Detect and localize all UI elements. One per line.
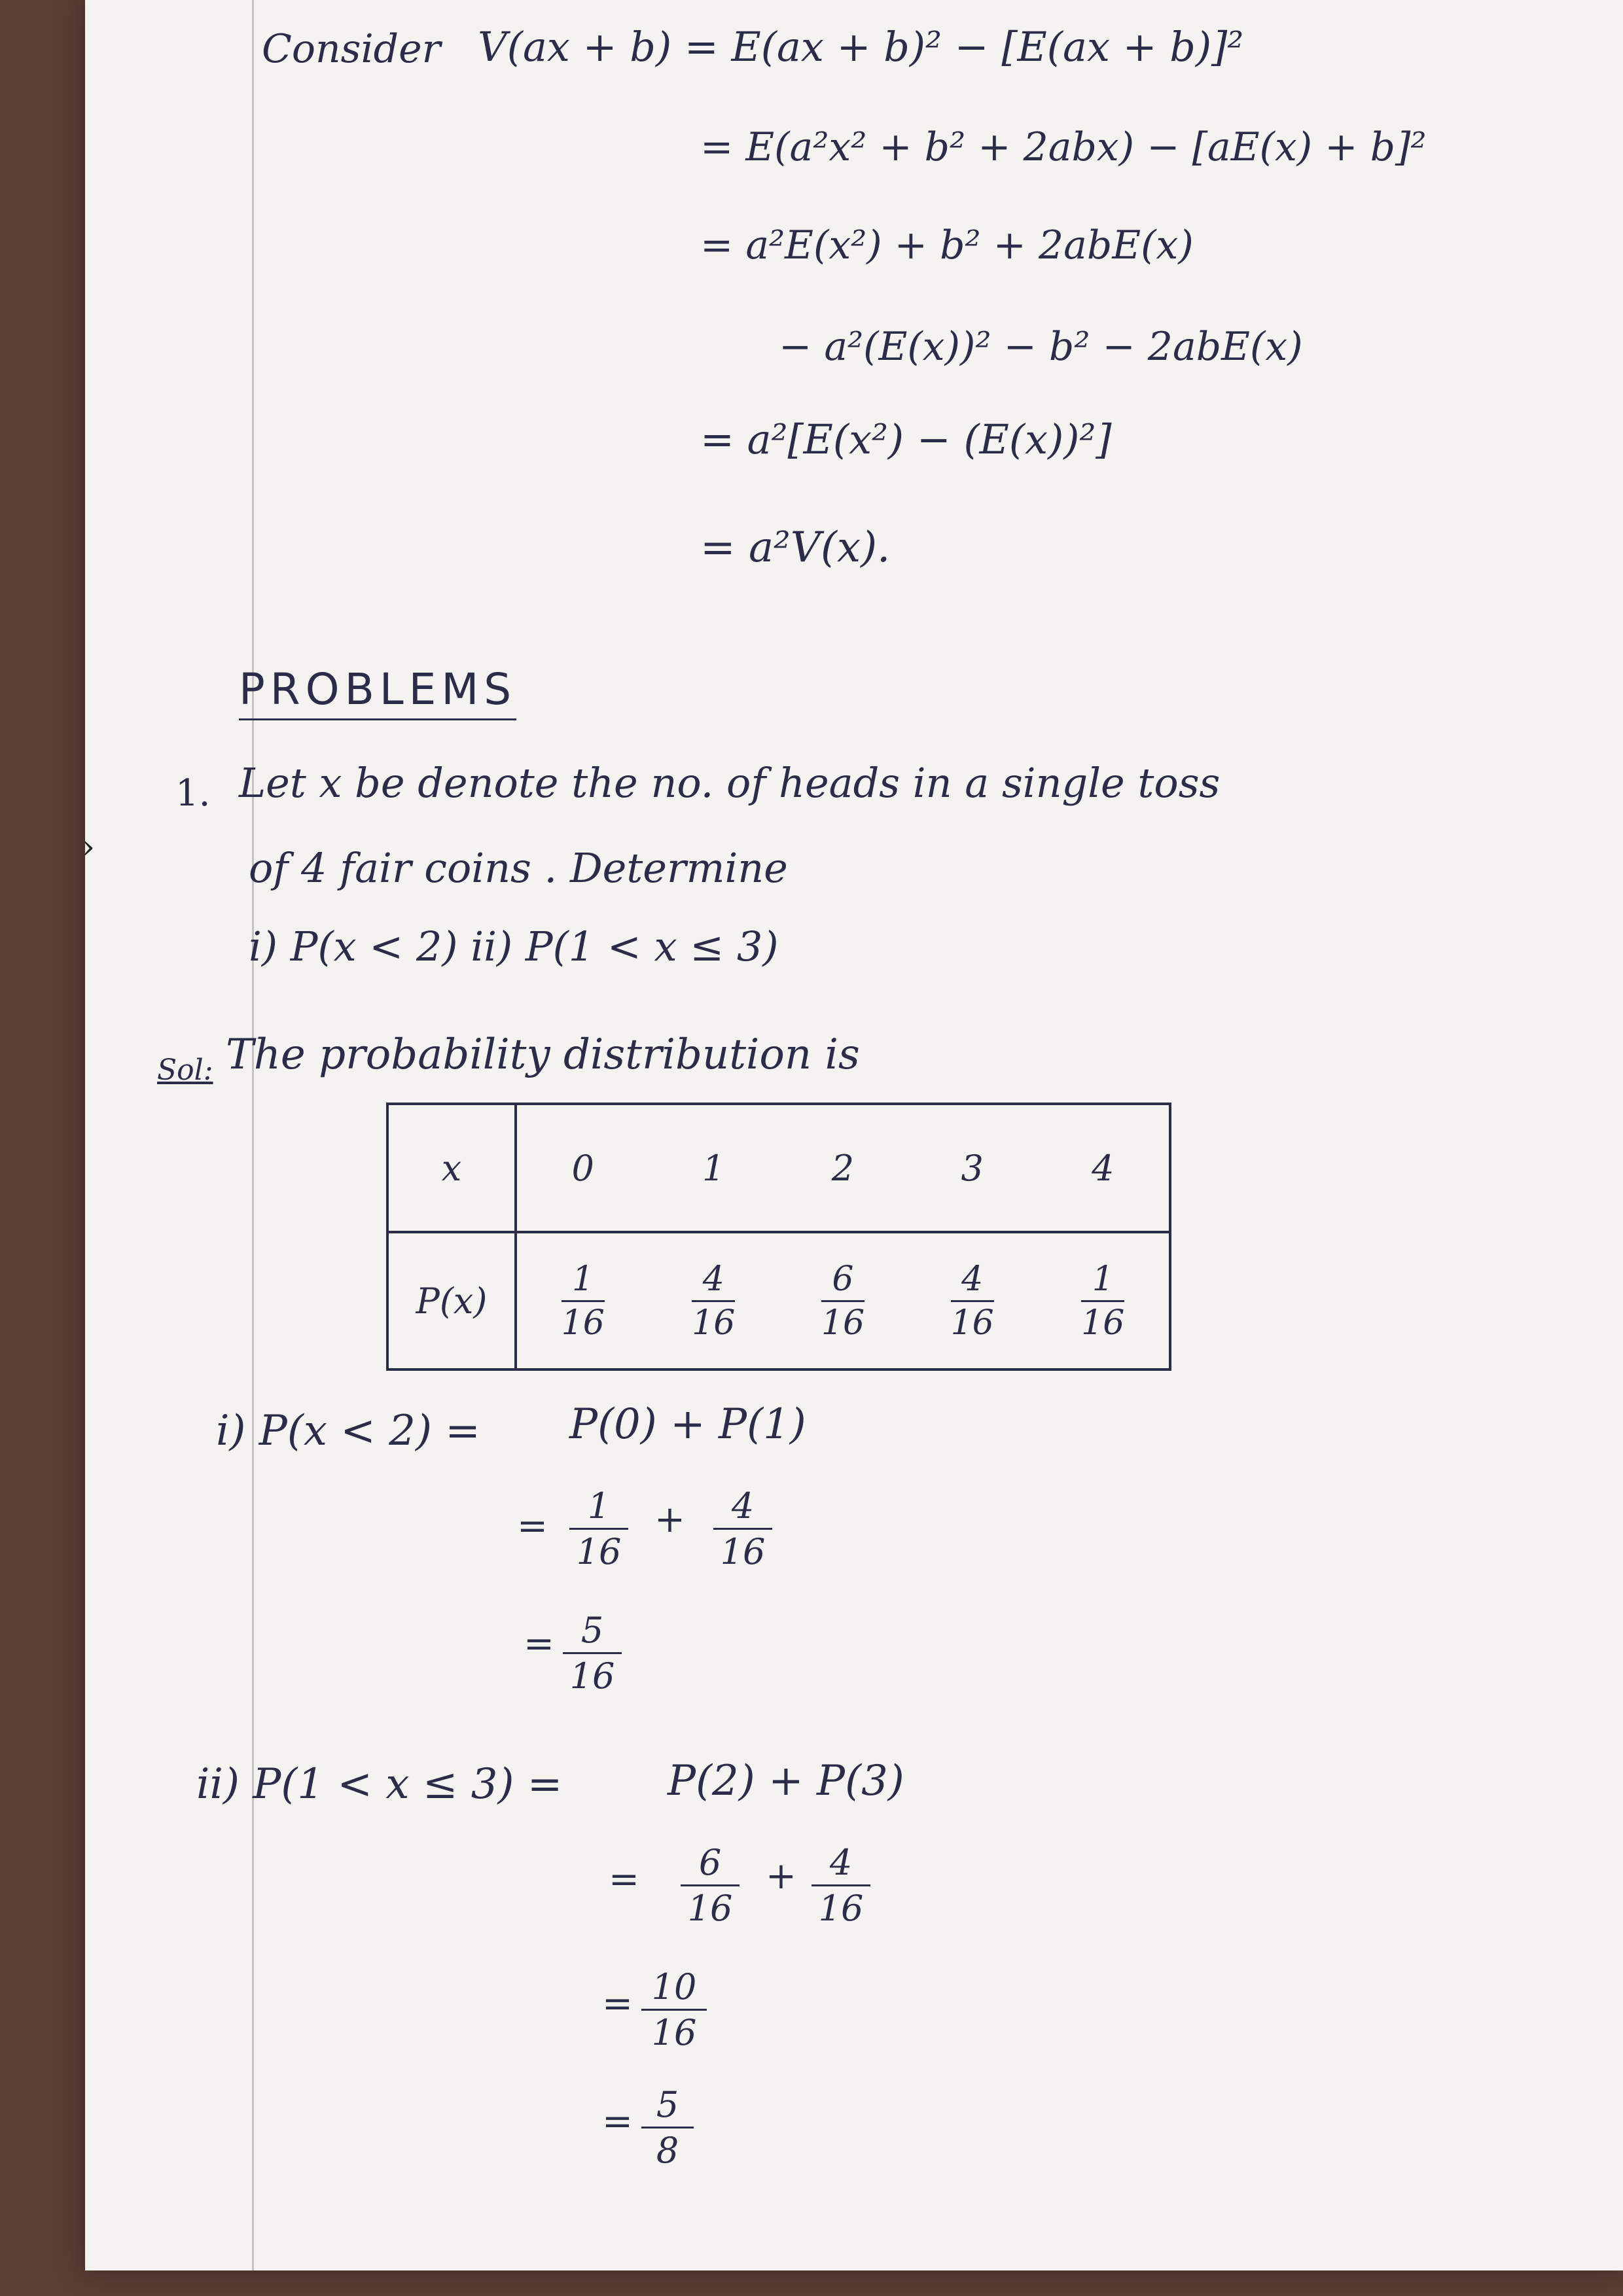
solution-label: Sol: — [157, 1053, 213, 1087]
result-5-over-8 — [641, 2084, 694, 2171]
fraction-4-over-16 — [713, 1485, 772, 1572]
denominator: 16 — [576, 1531, 622, 1572]
x-value: 4 — [1037, 1104, 1170, 1232]
px-numerator: 1 — [572, 1259, 594, 1299]
equals-sign: = — [517, 1505, 548, 1547]
px-denominator: 16 — [1081, 1303, 1125, 1343]
equals-sign: = — [602, 2100, 633, 2143]
margin-line — [252, 0, 254, 2270]
problem-statement-line-1: Let x be denote the no. of heads in a single toss — [239, 759, 1221, 807]
denominator: 16 — [651, 2012, 697, 2053]
part2-rhs: P(2) + P(3) — [668, 1757, 904, 1805]
equals-sign: = — [609, 1858, 639, 1901]
numerator: 5 — [580, 1610, 604, 1651]
numerator: 1 — [587, 1485, 611, 1527]
x-value: 1 — [649, 1104, 778, 1232]
table-row-x — [387, 1104, 1170, 1232]
px-denominator: 16 — [561, 1303, 605, 1343]
x-value: 0 — [516, 1104, 649, 1232]
numerator: 5 — [656, 2084, 679, 2125]
px-numerator: 1 — [1092, 1259, 1114, 1299]
denominator: 8 — [656, 2130, 679, 2171]
px-value — [778, 1232, 908, 1369]
numerator: 6 — [698, 1842, 722, 1883]
denominator: 16 — [818, 1888, 864, 1929]
fraction-4-over-16 — [812, 1842, 870, 1929]
page-edge-mark: › — [82, 828, 95, 866]
variance-expression-line-2: = E(a²x² + b² + 2abx) − [aE(x) + b]² — [700, 124, 1427, 170]
px-denominator: 16 — [692, 1303, 736, 1343]
solution-intro: The probability distribution is — [226, 1031, 860, 1079]
x-value: 2 — [778, 1104, 908, 1232]
variance-expression-line-6: = a²V(x). — [700, 523, 891, 572]
variance-expression-line-1: V(ax + b) = E(ax + b)² − [E(ax + b)]² — [478, 23, 1244, 71]
fraction-6-over-16 — [681, 1842, 740, 1929]
equals-sign: = — [524, 1623, 554, 1665]
x-value: 3 — [908, 1104, 1037, 1232]
px-value — [1037, 1232, 1170, 1369]
numerator: 4 — [829, 1842, 853, 1883]
px-numerator: 4 — [961, 1259, 984, 1299]
table-row-px — [387, 1232, 1170, 1369]
notebook-page — [85, 0, 1623, 2270]
equals-sign: = — [602, 1983, 633, 2025]
numerator: 10 — [651, 1966, 697, 2007]
px-value — [908, 1232, 1037, 1369]
variance-expression-line-4: − a²(E(x))² − b² − 2abE(x) — [779, 324, 1303, 370]
x-header: x — [387, 1104, 516, 1232]
problem-statement-line-2: of 4 fair coins . Determine — [249, 844, 788, 892]
part1-rhs: P(0) + P(1) — [569, 1400, 806, 1449]
px-header: P(x) — [387, 1232, 516, 1369]
plus-sign: + — [654, 1498, 685, 1541]
problems-heading: PROBLEMS — [239, 664, 516, 720]
problem-number: 1. — [175, 772, 211, 815]
part1-lhs: i) P(x < 2) = — [216, 1407, 480, 1455]
numerator: 4 — [731, 1485, 755, 1527]
px-numerator: 6 — [832, 1259, 854, 1299]
consider-label: Consider — [262, 26, 441, 72]
probability-distribution-table — [386, 1103, 1171, 1371]
px-value — [649, 1232, 778, 1369]
px-numerator: 4 — [702, 1259, 724, 1299]
denominator: 16 — [687, 1888, 733, 1929]
denominator: 16 — [569, 1655, 615, 1697]
part2-lhs: ii) P(1 < x ≤ 3) = — [196, 1760, 563, 1809]
denominator: 16 — [720, 1531, 766, 1572]
variance-expression-line-3: = a²E(x²) + b² + 2abE(x) — [700, 222, 1194, 268]
fraction-10-over-16 — [641, 1966, 707, 2053]
plus-sign: + — [766, 1855, 796, 1898]
result-5-over-16 — [563, 1610, 622, 1697]
fraction-1-over-16 — [569, 1485, 628, 1572]
variance-expression-line-5: = a²[E(x²) − (E(x))²] — [700, 415, 1112, 463]
problem-parts: i) P(x < 2) ii) P(1 < x ≤ 3) — [249, 923, 779, 970]
px-denominator: 16 — [950, 1303, 994, 1343]
px-denominator: 16 — [821, 1303, 865, 1343]
px-value — [516, 1232, 649, 1369]
